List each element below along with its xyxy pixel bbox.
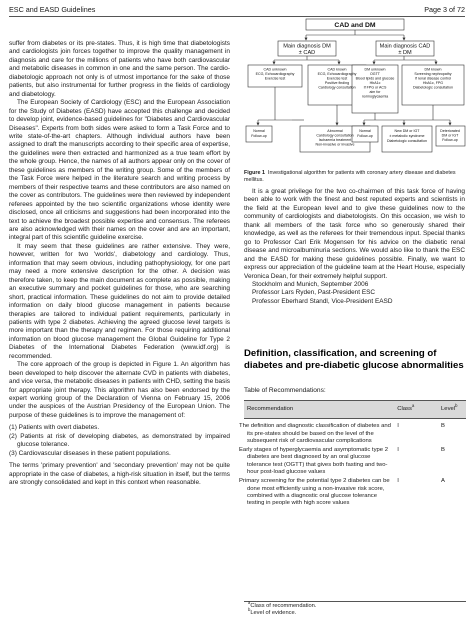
flow-text: Non-invasive or invasive [315, 142, 355, 147]
figure-caption [244, 170, 466, 184]
table-caption: Table of Recommendations: [244, 387, 326, 394]
flow-text: Cardiology consultation [316, 133, 354, 138]
level-value: B [441, 423, 445, 430]
paragraph: The core approach of the group is depicted in Figure 1. An algorithm has been developed to help discover the alternate CVD in patients with diabetes, and vice versa, the metabolic diseases in patients with CHD, setting the basis for appropriate joint therapy. This algorithm has also been endorsed by the expert working group of the Declaration of Vienna on February 15, 2006 under the auspices of the Austrian Presidency of the European Union. The purpose of these guidelines is to improve the management of: [9, 361, 230, 419]
flow-text: DM known [424, 67, 442, 72]
flow-dm-label: ± CAD [298, 50, 316, 56]
right-column [244, 188, 465, 306]
flow-text: Blood lipids and glucose [355, 76, 395, 81]
flow-text: ECG, Echocardiography [255, 72, 295, 76]
recommendations-table [239, 400, 466, 509]
flow-text: ECG, Echocardiography [317, 72, 357, 76]
paragraph: The European Society of Cardiology (ESC) and the European Association for the Study of Diabetes (EASD) have accepted this challenge and decided to develop joint, evidence-based guidelines for "Diabetes and Cardiovascular Diseases". Experts from both sides were asked to form a Task Force and to write state-of-the-art chapters. Although individual authors have been assigned to draft the manuscripts according to their specific area of expertise, the guidelines were then extracted and harmonized as a true team effort by the whole group. Hence, the names of all authors appear only on the cover of these guidelines as members of the writing group. Some of the members of the Task Force were helped in the literature search and writing process by members of their respective teams and these contributors are also named on the cover as contributors. The guidelines were then reviewed by independent referees appointed by the two scientific organizations whose identity were disclosed, once all criticisms and suggestions had been incorporated into the text to achieve the broadest possible expertise and consensus. The referees are also acknowledged with their names on the cover and are an important, integral part of this scientific guideline exercise. [9, 99, 230, 242]
class-value: I [397, 478, 399, 485]
flow-text: If FPG or ACS [363, 85, 387, 90]
recommendation-text: Early stages of hyperglycaemia and asymptomatic type 2 diabetes are best diagnosed by an oral glucose tolerance test (OGTT) that gives both fasting and two-hour post-load glucose values [239, 447, 388, 476]
table-header-row [244, 401, 466, 419]
signoff-line: Professor Lars Ryden, Past-President ESC [252, 289, 376, 297]
flow-text: DM or IGT [441, 133, 459, 138]
flow-text: DM unknown [364, 67, 386, 72]
figure-1-flowchart [244, 18, 466, 168]
flow-text: Ischaemia treatment [318, 138, 352, 142]
flow-text: Follow-up [357, 134, 373, 138]
footnote: $^a$Class of recommendation. [248, 600, 317, 609]
flow-text: ± metabolic syndrome [389, 134, 425, 138]
flow-text: Exercise test [326, 76, 348, 81]
flow-text: HbA1c [369, 81, 381, 85]
flow-text: Follow-up [251, 134, 267, 138]
flow-text: normoglycaemia [361, 94, 389, 99]
flow-text: New DM or IGT [394, 129, 420, 133]
class-value: I [397, 447, 399, 454]
signoff-line: Professor Eberhard Standl, Vice-President EASD [252, 297, 393, 305]
page-header [9, 4, 465, 17]
table-row [244, 419, 466, 446]
flow-text: Follow-up [442, 138, 458, 142]
list-item: (2) Patients at risk of developing diabetes, as demonstrated by impaired glucose tolerance. [9, 432, 230, 449]
list-item: (1) Patients with overt diabetes. [9, 424, 100, 432]
flow-text: Cardiology consultation [318, 85, 356, 90]
column-header-class: Class$^a$ [394, 401, 438, 419]
list-item: (3) Cardiovascular diseases in these patient populations. [9, 449, 171, 457]
flow-text: Normal [359, 129, 371, 133]
flow-dm-label: Main diagnosis DM [283, 43, 331, 50]
flow-top-label: CAD and DM [334, 22, 376, 29]
figure-caption-text: Investigational algorithm for patients with coronary artery disease and diabetes mellitus. [244, 170, 456, 183]
paragraph: It may seem that these guidelines are rather extensive. They were, however, written for two 'worlds', diabetology and cardiology. Thus, information that may seem obvious, including pathophysiology, for one part may need a more extensive description for the other. A decision was therefore taken, to keep the main document as complete as possible, making an executive summary and pocket guidelines for those, who are searching short, practical information. These guidelines do not aim to provide detailed information on daily blood glucose management in patients because therapies are tailored to individual patient requirements, particularly in patients with type 2 diabetes. Achieving the agreed glucose level targets is more important than the therapy and regimen. For those requiring additional information on blood glucose management the Global Guideline for Type 2 Diabetes of the International Diabetes Federation (www.idf.org) is recommended. [9, 242, 230, 360]
column-header-recommendation: Recommendation [244, 401, 394, 419]
flow-text: Exercise test [264, 76, 286, 81]
flow-text: Deteriorated [440, 129, 460, 133]
paragraph: The terms 'primary prevention' and 'secondary prevention' may not be quite appropriate in the case of diabetes, a high-risk situation in itself, but the terms are strongly consolidated and kept in this context when reasonable. [9, 462, 230, 487]
flow-text: Abnormal [327, 129, 343, 133]
flow-text: aim for [369, 90, 381, 94]
flow-text: Diabetologic consultation [413, 85, 453, 90]
left-column [9, 40, 230, 488]
figure-label: Figure 1 [244, 170, 265, 176]
recommendation-text: Primary screening for the potential type 2 diabetes can be done most efficiently using a non-invasive risk score, combined with a diagnostic oral glucose tolerance testing in people with high score values [239, 478, 390, 507]
flow-cad-label: Main diagnosis CAD [379, 43, 431, 50]
running-title: ESC and EASD Guidelines [9, 5, 96, 14]
paragraph: suffer from diabetes or its pre-states. Thus, it is high time that diabetologists and cardiologists join forces together to improve the quality management in diagnosis and care for the millions of patients who have both cardiovascular and metabolic diseases in common in one and the same person. The cardio-diabetologic approach not only is of utmost importance for the sake of those patients, but also instrumental for further progress in the fields of cardiology and diabetology. [9, 40, 230, 98]
flow-text: Screening nephropathy [414, 72, 452, 76]
section-heading: Definition, classification, and screening of diabetes and pre-diabetic glucose abnormalities [244, 348, 464, 371]
flow-text: Normal [253, 129, 265, 133]
flow-text: CAD unknown [263, 67, 287, 72]
flow-text: OGTT [370, 72, 380, 76]
signoff-line: Stockholm and Munich, September 2006 [252, 280, 369, 288]
class-value: I [397, 423, 399, 430]
flow-text: Diabetologic consultation [387, 139, 427, 143]
level-value: B [441, 447, 445, 454]
column-header-level: Level$^b$ [438, 401, 466, 419]
table-row [244, 477, 466, 508]
table-row [244, 446, 466, 477]
paragraph: It is a great privilege for the two co-chairmen of this task force of having been able to work with the finest and best reputed experts and scientists in the field at the European level and to give these guidelines now to the community of cardiologists and diabetologists. On this occasion, we wish to thank all members of the task force who so generously shared their knowledge, as well as the referees for their tremendous input. Special thanks go to Professor Carl Erik Mogensen for his advice on the diabetic renal disease and microalbuminuria sections. We would also like to thank the ESC and the EASD for making these guidelines possible. Finally, we want to express our appreciation of the guideline team at the Heart House, especially Veronica Dean, for their extremely helpful support. [244, 188, 465, 280]
page-number: Page 3 of 72 [424, 5, 465, 14]
footnote: $^b$Level of evidence. [248, 607, 297, 617]
recommendation-text: The definition and diagnostic classification of diabetes and its pre-states should be based on the level of the subsequent risk of cardiovascular complications [239, 423, 391, 444]
flow-text: HbA1c, FPG [422, 81, 444, 85]
flow-text: If renal disease control [414, 76, 452, 81]
flow-text: CAD known [327, 67, 347, 72]
table-footnotes [244, 601, 466, 618]
flow-text: Positive finding [324, 81, 350, 85]
level-value: A [441, 478, 445, 485]
flow-cad-label: ± DM [398, 50, 412, 56]
